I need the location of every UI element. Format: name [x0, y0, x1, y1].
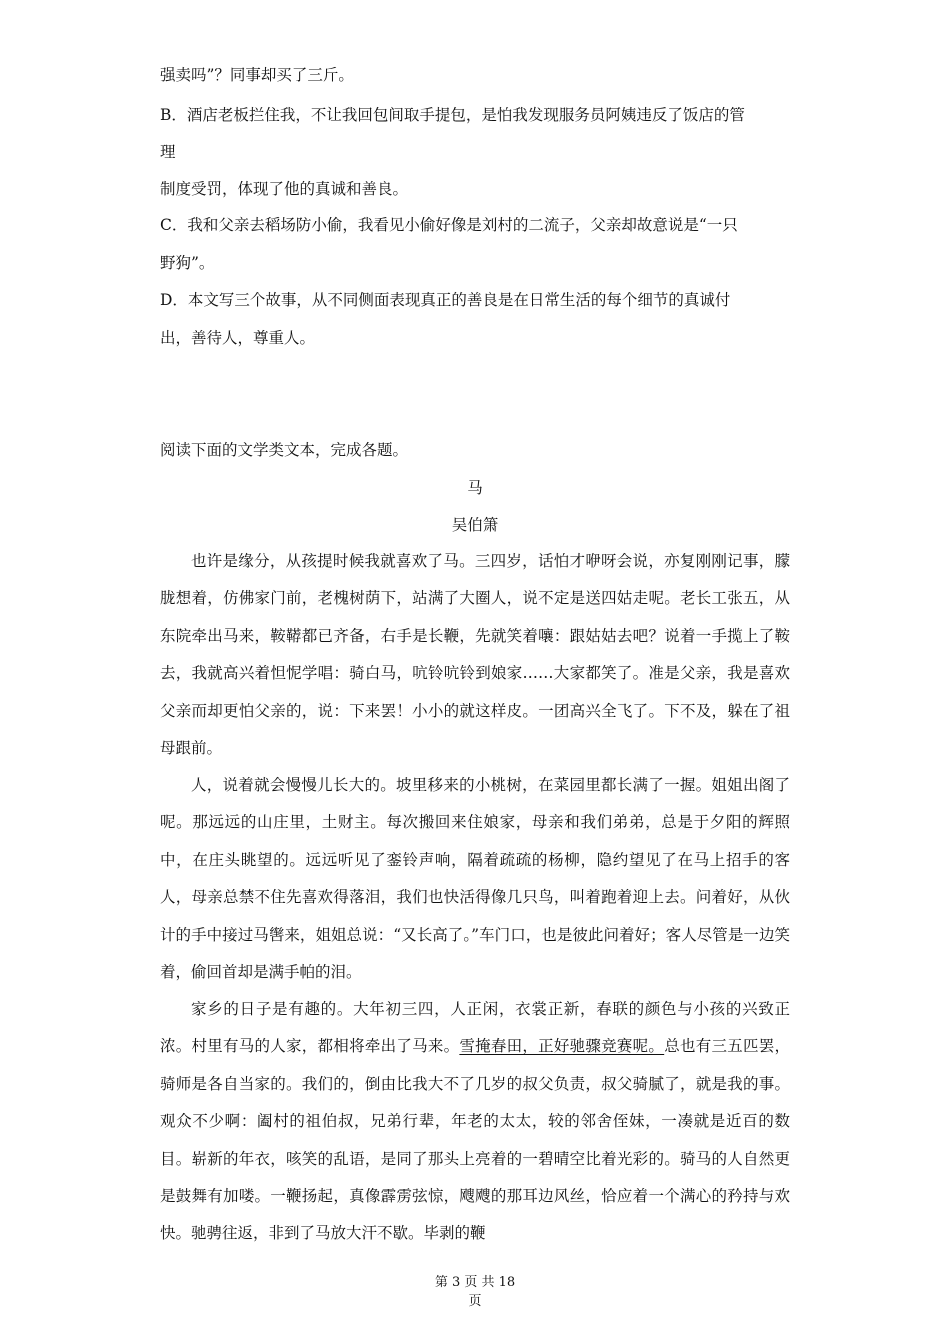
option-a-tail: 强卖吗”？同事却买了三斤。	[160, 66, 354, 84]
paragraph-3-text-a: 家乡的日子是有趣的。大年初三四，人正闲，衣裳正新，春联的颜色与小孩的兴致正浓。村里有马的人家，都相将牵出了马来。	[160, 1000, 790, 1056]
article-paragraph-1: 也许是缘分，从孩提时候我就喜欢了马。三四岁，话怕才咿呀会说，亦复刚刚记事，朦胧想着，仿佛家门前，老槐树荫下，站满了大圈人，说不定是送四姑走呢。老长工张五，从东院牵出马来，鞍鞯都已齐备，右手是长鞭，先就笑着嚷：跟姑姑去吧？说着一手揽上了鞍去，我就高兴着怛怩学唱：骑白马，吭铃吭铃到娘家……大家都笑了。准是父亲，我是喜欢父亲而却更怕父亲的，说：下来罢！小小的就这样皮。一团高兴全飞了。下不及，躲在了祖母跟前。	[160, 552, 790, 758]
option-b-line-2: 理	[160, 143, 176, 161]
article-paragraph-2: 人，说着就会慢慢儿长大的。坡里移来的小桃树，在菜园里都长满了一握。姐姐出阁了呢。那远远的山庄里，土财主。每次搬回来住娘家，母亲和我们弟弟，总是于夕阳的辉照中，在庄头眺望的。远远听见了銮铃声响，隔着疏疏的杨柳，隐约望见了在马上招手的客人，母亲总禁不住先喜欢得落泪，我们也快活得像几只鸟，叫着跑着迎上去。问着好，从伙计的手中接过马辔来，姐姐总说：“又长高了。”车门口，也是彼此问着好；客人尽管是一边笑着，偷回首却是满手帕的泪。	[160, 776, 790, 982]
option-d-line-2: 出，善待人，尊重人。	[160, 329, 316, 347]
reading-instruction: 阅读下面的文学类文本，完成各题。	[160, 441, 409, 459]
page-footer-line-2: 页	[468, 1294, 482, 1309]
option-c-line-2: 野狗”。	[160, 254, 215, 272]
page-footer-line-1: 第 3 页 共 18	[434, 1275, 516, 1290]
article-paragraph-3	[160, 991, 790, 1253]
option-b-line-1: B．酒店老板拦住我，不让我回包间取手提包，是怕我发现服务员阿姨违反了饭店的管	[160, 106, 745, 124]
option-c-line-1: C．我和父亲去稻场防小偷，我看见小偷好像是刘村的二流子，父亲却故意说是“一只	[160, 216, 738, 234]
article-author: 吴伯箫	[451, 516, 499, 534]
option-b-line-3: 制度受罚，体现了他的真诚和善良。	[160, 180, 409, 198]
underlined-sentence: 雪掩春田，正好驰骤竞赛呢。	[459, 1037, 665, 1056]
paragraph-3-text-b: 总也有三五匹罢，骑师是各自当家的。我们的，倒由比我大不了几岁的叔父负责，叔父骑腻了，就是我的事。观众不少啊：阖村的祖伯叔，兄弟行辈，年老的太太，较的邻舍侄妹，一凑就是近百的数目。崭新的年衣，咳笑的乱语，是同了那头上亮着的一碧晴空比着光彩的。骑马的人自然更是鼓舞有加喽。一鞭扬起，真像霹雳弦惊，飕飕的那耳边风丝，恰应着一个满心的矜持与欢快。驰骋往返，非到了马放大汗不歇。毕剥的鞭	[160, 1037, 790, 1243]
option-d-line-1: D．本文写三个故事，从不同侧面表现真正的善良是在日常生活的每个细节的真诚付	[160, 291, 731, 309]
article-title: 马	[467, 479, 483, 497]
